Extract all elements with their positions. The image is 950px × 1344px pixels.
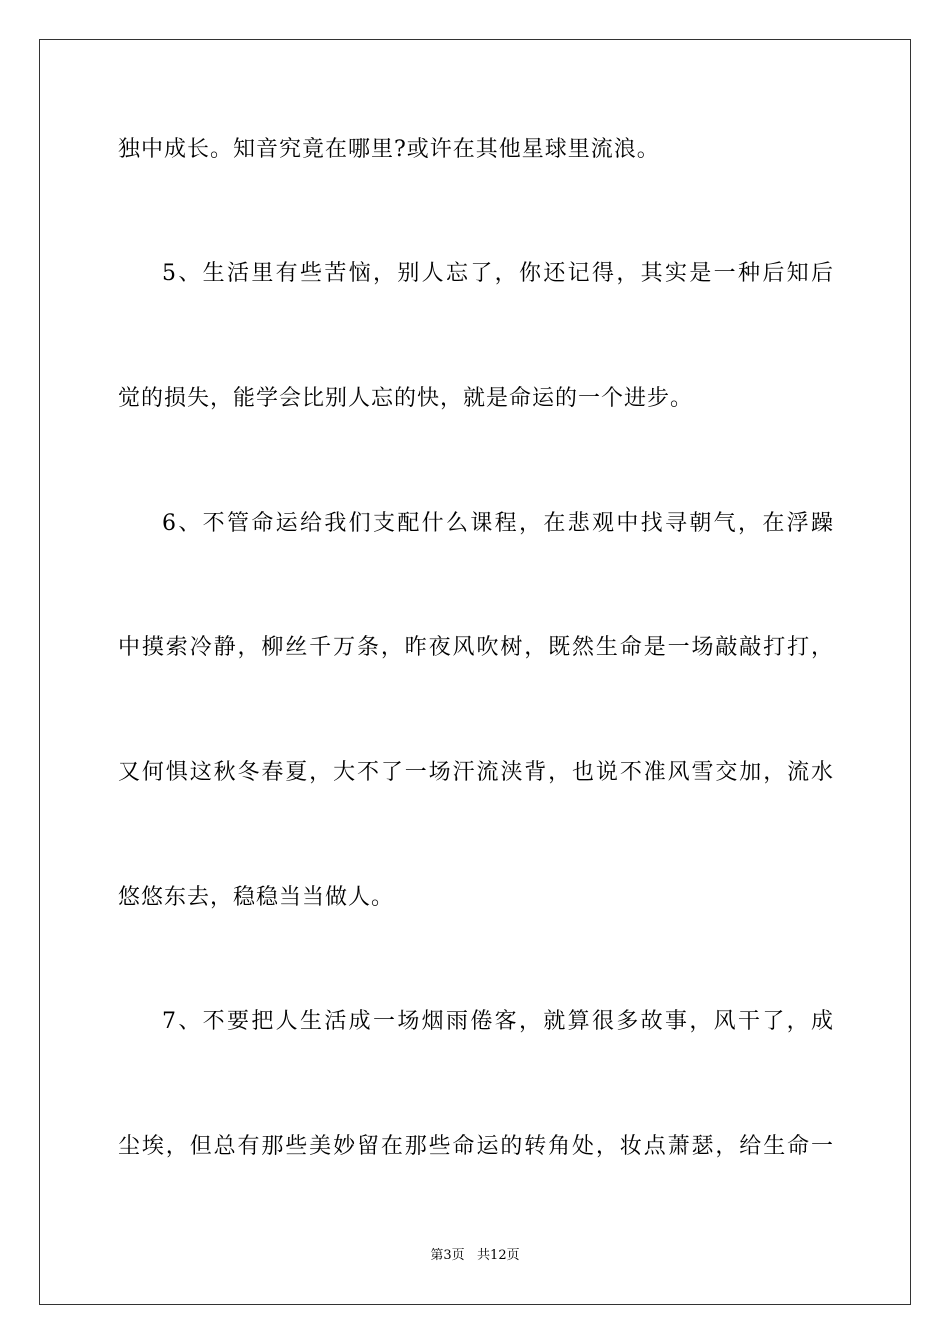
text-line-1: 独中成长。知音究竟在哪里?或许在其他星球里流浪。 xyxy=(118,137,660,162)
paragraph-6-line-3: 又何惧这秋冬春夏，大不了一场汗流浃背，也说不准风雪交加，流水 xyxy=(118,760,834,785)
page-number-footer: 第3页 共12页 xyxy=(430,1248,520,1263)
paragraph-6-line-2: 中摸索冷静，柳丝千万条，昨夜风吹树，既然生命是一场敲敲打打， xyxy=(118,635,834,660)
paragraph-7-line-2: 尘埃，但总有那些美妙留在那些命运的转角处，妆点萧瑟，给生命一 xyxy=(118,1134,834,1159)
paragraph-7-line-1: 7、不要把人生活成一场烟雨倦客，就算很多故事，风干了，成 xyxy=(162,1009,834,1034)
paragraph-5-line-2: 觉的损失，能学会比别人忘的快，就是命运的一个进步。 xyxy=(118,386,694,411)
page-border xyxy=(39,39,911,1305)
paragraph-6-line-4: 悠悠东去，稳稳当当做人。 xyxy=(118,885,395,910)
paragraph-6-line-1: 6、不管命运给我们支配什么课程，在悲观中找寻朝气，在浮躁 xyxy=(162,511,834,536)
paragraph-5-line-1: 5、生活里有些苦恼，别人忘了，你还记得，其实是一种后知后 xyxy=(162,261,834,286)
